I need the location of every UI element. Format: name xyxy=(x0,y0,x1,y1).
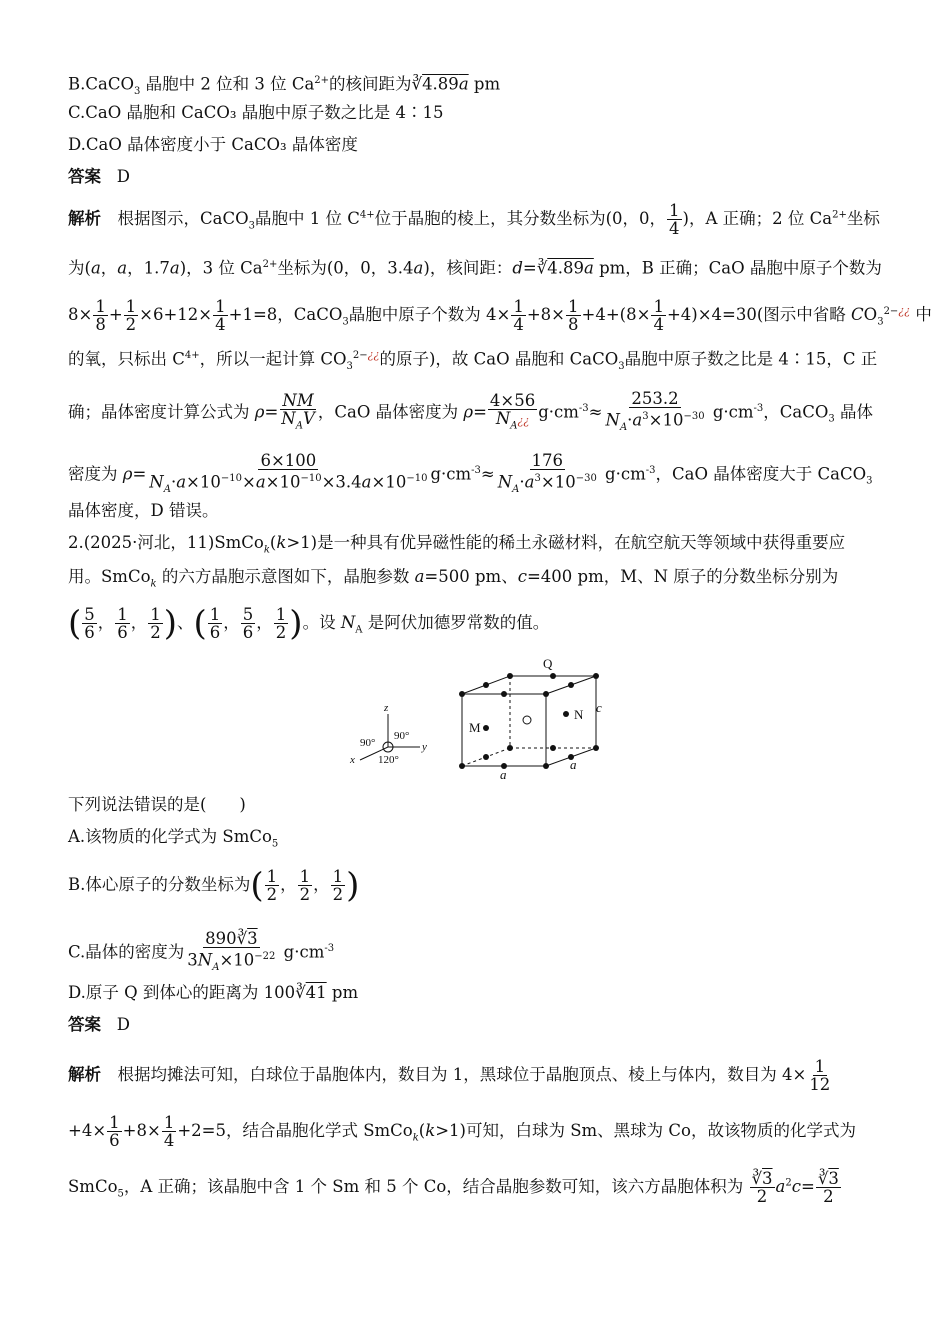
explanation-1-line-5: 确；晶体密度计算公式为 ρ= $\frac{NM}{N_AV}$ ，CaO 晶体密度为 ρ= $\frac{4\times 56}{N_A¿¿}$ $g\cdot cm^{-3}\approx$ $\frac{253.2}{N_A\cdot a^3\times 10^{-30}}$ $g\cdot cm^{-3}$，CaCO$_3$ 晶体 xyxy=(68,389,874,433)
label-angle-1: 90° xyxy=(360,737,376,749)
explanation-1-line-4: 的氧，只标出 $C^{4+}$，所以一起计算 $CO_3^{2-¿¿}$的原子)，故 CaO 晶胞和 CaCO$_3$晶胞中原子数之比是 4∶15，C 正 xyxy=(68,348,878,372)
option-d: D.CaO 晶体密度小于 CaCO₃ 晶体密度 xyxy=(68,135,358,154)
label-q: Q xyxy=(543,656,553,671)
label-angle-3: 120° xyxy=(378,754,399,766)
answer-1: 答案 D xyxy=(68,167,130,186)
explanation-1-line-1: 解析 根据图示，CaCO$_3$晶胞中 1 位 $C^{4+}$位于晶胞的棱上，其分数坐标为(0，0， $\frac{1}{4}$ )，A 正确；2 位 $Ca^{2+}$坐标 xyxy=(68,201,880,238)
label-m: M xyxy=(469,720,481,735)
option-c: C.CaO 晶胞和 CaCO₃ 晶胞中原子数之比是 4∶15 xyxy=(68,103,444,122)
explanation-2-line-3: SmCo$_5$，A 正确；该晶胞中含 1 个 Sm 和 5 个 Co，结合晶胞参数可知，该六方晶胞体积为 $\frac{∛3}{2}$ $a^2c=$ $\frac{∛3}{2}$ xyxy=(68,1169,839,1206)
explanation-1-line-7: 晶体密度，D 错误。 xyxy=(68,501,219,520)
option-a: A.该物质的化学式为 SmCo$_5$ xyxy=(68,827,279,850)
explanation-1-line-6: 密度为 ρ= $\frac{6\times 100}{N_A\cdot a\times 10^{-10}\times a\times 10^{-10}\times 3.4a\times 10^{-10}}$ $g\cdot cm^{-3}\approx$ $\frac{176}{N_A\cdot a^3\times 10^{-30}}$ $g\cdot cm^{-3}$，CaO 晶体密度大于 CaCO$_3$ xyxy=(68,451,873,495)
option-b-2: B.体心原子的分数坐标为( $\frac{1}{2}$ ， $\frac{1}{2}$ ， $\frac{1}{2}$ ) xyxy=(68,865,360,906)
explanation-1-line-2: 为(a，a，1.7a)，3 位 $Ca^{2+}$坐标为(0，0，3.4a)，核间距：d=∛4.89a pm，B 正确；CaO 晶胞中原子个数为 xyxy=(68,258,882,278)
option-b: B.CaCO$_3$ 晶胞中 2 位和 3 位 $Ca^{2+}$的核间距为∛4.89a pm xyxy=(68,74,501,97)
explanation-2-line-2: +4× $\frac{1}{6}$ +8× $\frac{1}{4}$ +2=5，结合晶胞化学式 SmCo$_k$(k>1)可知，白球为 Sm、黑球为 Co，故该物质的化学式为 xyxy=(68,1113,856,1150)
label-n: N xyxy=(574,707,584,722)
option-d-2: D.原子 Q 到体心的距离为 100∛41 pm xyxy=(68,983,359,1002)
label-a2: a xyxy=(570,757,577,772)
label-z: z xyxy=(384,702,389,714)
question-2-stem-1: 2.(2025·河北，11)SmCo$_k$(k>1)是一种具有优异磁性能的稀土永磁材料，在航空航天等领域中获得重要应 xyxy=(68,533,846,556)
explanation-2-line-1: 解析 根据均摊法可知，白球位于晶胞体内，数目为 1，黑球位于晶胞顶点、棱上与体内，数目为 4× $\frac{1}{12}$ xyxy=(68,1057,831,1094)
question-2-prompt: 下列说法错误的是( ) xyxy=(68,795,246,814)
crystal-cell-figure xyxy=(340,652,630,784)
label-x: x xyxy=(350,754,355,766)
label-y: y xyxy=(422,741,427,753)
option-c-2: C.晶体的密度为 $\frac{890∛3}{3N_A\times 10^{-22}}$ $g\cdot cm^{-3}$ xyxy=(68,929,335,973)
label-angle-2: 90° xyxy=(394,730,410,742)
question-2-stem-2: 用。SmCo$_k$ 的六方晶胞示意图如下，晶胞参数 a=500 pm、c=400 pm，M、N 原子的分数坐标分别为 xyxy=(68,567,839,590)
answer-2: 答案 D xyxy=(68,1015,130,1034)
explanation-1-line-3: 8× $\frac{1}{8}$ + $\frac{1}{2}$ ×6+12× $\frac{1}{4}$ +1=8，CaCO$_3$晶胞中原子个数为 4× $\frac{1}{4}$ +8× $\frac{1}{8}$ +4+(8× $\frac{1}{4}$ +4)×4=30(图示中省略 $CO_3^{2-¿¿}$ 中 xyxy=(68,297,932,334)
label-c: c xyxy=(596,700,602,715)
label-a1: a xyxy=(500,767,507,782)
question-2-stem-3: ( $\frac{5}{6}$ ， $\frac{1}{6}$ ， $\frac{1}{2}$ )、( $\frac{1}{6}$ ， $\frac{5}{6}$ ， $\frac{1}{2}$ )。设 $N_A$ 是阿伏加德罗常数的值。 xyxy=(68,603,550,644)
